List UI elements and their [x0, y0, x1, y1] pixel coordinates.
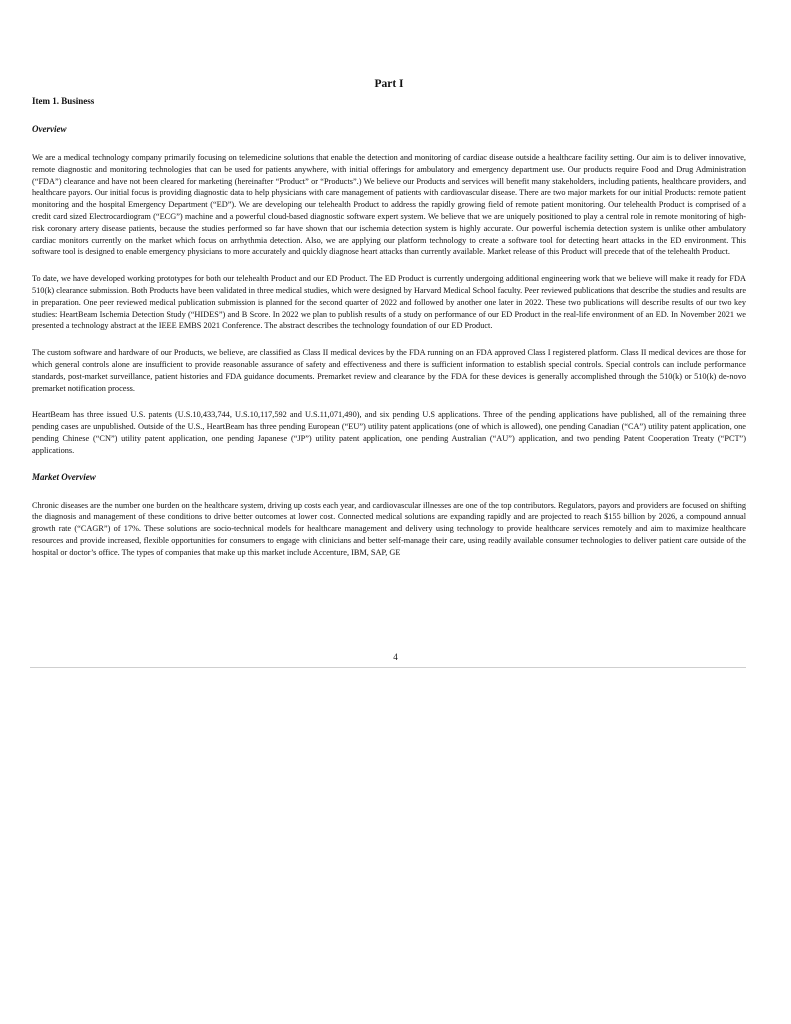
overview-heading: Overview [32, 124, 67, 134]
overview-paragraph-3: The custom software and hardware of our Products, we believe, are classified as Class II medical devices by the FDA running on an FDA approved Class I registered platform. Class II medical devices are those for which general controls alone are insufficient to provide reasonable assurance of safety and effectiveness and there is sufficient information to establish special controls. Special controls can include performance standards, post-market surveillance, patient histories and FDA guidance documents. Premarket review and clearance by the FDA for these devices is generally accomplished through the 510(k) or 510(k) de-novo premarket notification process. [32, 348, 746, 393]
item-heading: Item 1. Business [32, 96, 95, 106]
overview-paragraph-1: We are a medical technology company primarily focusing on telemedicine solutions that enable the detection and monitoring of cardiac disease outside a healthcare facility setting. Our aim is to deliver innovative, remote diagnostic and monitoring technologies that can be used for patients anywhere, with initial offerings for ambulatory and emergency department use. Our products require Food and Drug Administration (“FDA”) clearance and have not been cleared for marketing (hereinafter “Product” or “Products”.) We believe our Products and services will benefit many stakeholders, including patients, healthcare providers, and healthcare payors. Our initial focus is providing diagnostic data to help physicians with care management of patients with cardiovascular disease. There are two major markets for our initial Products: remote patient monitoring and the hospital Emergency Department (“ED”). We are developing our telehealth Product to address the rapidly growing field of remote patient monitoring. Our telehealth Product is comprised of a credit card sized Electrocardiogram (“ECG”) machine and a powerful cloud-based diagnostic software expert system. We believe that we are uniquely positioned to play a central role in remote monitoring of high-risk coronary artery disease patients, because the studies performed so far have shown that our ischemia detection system is highly accurate. Our powerful ischemia detection system is unlike other ambulatory cardiac monitors currently on the market which focus on arrhythmia detection. Also, we are applying our platform technology to create a software tool for detecting heart attacks in the ED environment. This software tool is designed to enable emergency physicians to more accurately and quickly diagnose heart attacks than currently available. Market release of this Product will precede that of the telehealth Product. [32, 153, 746, 257]
part-title: Part I [374, 78, 404, 90]
footer-divider [30, 667, 746, 668]
market-overview-paragraph-1: Chronic diseases are the number one burden on the healthcare system, driving up costs each year, and cardiovascular illnesses are one of the top contributors. Regulators, payors and providers are focused on shifting the diagnosis and management of these conditions to drive better outcomes at lower cost. Connected medical solutions are expanding rapidly and are projected to reach $155 billion by 2026, a compound annual growth rate (“CAGR”) of 17%. These solutions are socio-technical models for healthcare management and delivery using technology to provide healthcare services remotely and aim to maximize healthcare resources and provide increased, flexible opportunities for consumers to engage with clinicians and better self-manage their care, using readily available consumer technologies to deliver patient care outside of the hospital or doctor’s office. The types of companies that make up this market include Accenture, IBM, SAP, GE [32, 500, 746, 557]
page-number: 4 [393, 652, 398, 662]
document-page [32, 78, 746, 574]
overview-paragraph-2: To date, we have developed working prototypes for both our telehealth Product and our ED Product. The ED Product is currently undergoing additional engineering work that we believe will make it ready for FDA 510(k) clearance submission. Both Products have been validated in three medical studies, which were designed by Harvard Medical School faculty. Peer reviewed publications that describe the studies and results are in preparation. One peer reviewed medical publication submission is planned for the second quarter of 2022 and followed by another one later in 2022. These two publications will describe results of our two key studies: HeartBeam Ischemia Detection Study (“HIDES”) and B Score. In 2022 we plan to publish results of a study on performance of our ED Product in the real-life environment of an ED. In November 2021 we presented a technology abstract at the IEEE EMBS 2021 Conference. The abstract describes the technology foundation of our ED Product. [32, 274, 746, 331]
market-overview-heading: Market Overview [32, 471, 96, 482]
overview-paragraph-4: HeartBeam has three issued U.S. patents (U.S.10,433,744, U.S.10,117,592 and U.S.11,071,490), and six pending U.S applications. Three of the pending applications have published, all of the remaining three pending cases are unpublished. Outside of the U.S., HeartBeam has three pending European (“EU”) utility patent applications (one of which is allowed), one pending Canadian (“CA”) utility patent application, one pending Chinese (“CN”) utility patent application, one pending Japanese (“JP”) utility patent application, one pending Australian (“AU”) application, and two pending Patent Cooperation Treaty (“PCT”) applications. [32, 410, 746, 455]
